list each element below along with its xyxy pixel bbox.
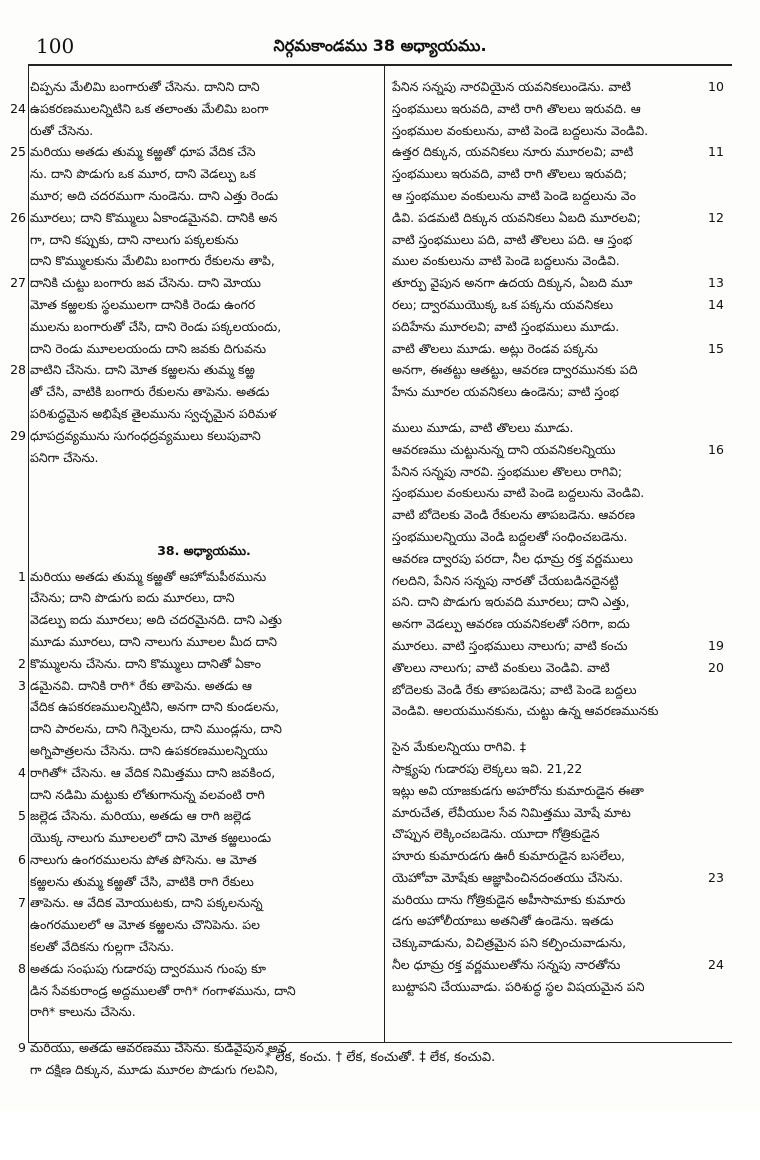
text-line: గలదిని, పేనిన సన్నపు నారతో చేయబడినదైనట్టి <box>392 572 619 588</box>
text-line: 28 వాటిని చేసెను. దాని మోత కఱ్ఱలను తుమ్మ కఱ్ఱ <box>10 362 255 378</box>
text-line: 9 మరియు, అతడు ఆవరణము చేసెను. కుడివైపున అన <box>18 1040 287 1056</box>
running-title: నిర్గమకాండము 38 అధ్యాయము. <box>273 36 487 55</box>
text-line: మూరలు. వాటి స్తంభములు నాలుగు; వాటి కంచు 19 <box>392 637 724 653</box>
text-line <box>30 512 378 534</box>
text-line <box>30 1081 378 1103</box>
text-line: ఆవరణ ద్వారపు పరదా, నీల ధూమ్ర రక్త వర్ణములు <box>392 550 633 566</box>
text-line: 4 రాగితో* చేసెను. ఆ వేదిక నిమిత్తము దాని జవకింద, <box>18 764 276 780</box>
text-line <box>30 1138 378 1160</box>
header-rule <box>28 64 732 66</box>
text-line: తూర్పు వైపున అనగా ఉదయ దిక్కున, ఏబది మూ 13 <box>392 275 724 291</box>
page-header <box>28 34 732 62</box>
text-line: గా, దాని కప్పుకు, దాని నాలుగు పక్కలకును <box>30 231 239 247</box>
text-line: దాని రెండు మూలలయందు దాని జవకు దిగువను <box>30 340 267 356</box>
text-line: చేసెను; దాని పొడుగు ఐదు మూరలు, దాని <box>30 590 235 606</box>
footnotes: * లేక, కంచు. † లేక, కంచుతో. ‡ లేక, కంచువి. <box>264 1050 496 1065</box>
text-line: మరియు దాను గోత్రికుడైన అహీసామాకు కుమారు <box>392 891 626 907</box>
text-line <box>30 490 378 512</box>
text-line: 7 తాపెను. ఆ వేదిక మోయుటకు, దాని పక్కలనున్న <box>18 895 263 911</box>
text-line: రాగి* కాలును చేసెను. <box>30 1004 136 1020</box>
page-number: 100 <box>36 34 75 58</box>
text-line: స్తంభముల వంకులును వాటి పెండె బద్దలును వెండివి. <box>392 485 645 501</box>
text-line: బుట్టాపని చేయువాడు. పరిశుద్ధ స్థల విషయమైన పని <box>392 978 645 994</box>
text-line: 25 మరియు అతడు తుమ్మ కఱ్ఱతో ధూప వేదిక చేసె <box>10 144 256 160</box>
text-line: 8 అతడు సంఘపు గుడారపు ద్వారమున గుంపు కూ <box>18 960 266 976</box>
text-line: తొలలు నాలుగు; వాటి వంకులు వెండివి. వాటి 20 <box>392 659 724 675</box>
text-line: ములను బంగారుతో చేసి, దాని రెండు పక్కలయందు, <box>30 318 282 334</box>
text-line: మారుచేత, లేవీయుల సేవ నిమిత్తము మోషే మాట <box>392 804 631 820</box>
text-line: యొక్క నాలుగు మూలలలో దాని మోత కఱ్ఱలుండు <box>30 830 272 846</box>
text-line: 2 కొమ్ములను చేసెను. దాని కొమ్ములు దానితో ఏకాం <box>18 655 261 671</box>
text-line: మూర; అది చదరముగా నుండెను. దాని ఎత్తు రెండు <box>30 187 279 203</box>
text-line: డివి. పడమటి దిక్కున యవనికలు ఏబది మూరలవి; 12 <box>392 209 724 225</box>
text-line: ఉత్తర దిక్కున, యవనికలు నూరు మూరలవి; వాటి 11 <box>392 144 724 160</box>
text-line: కఱ్ఱలను తుమ్మ కఱ్ఱతో చేసి, వాటికి రాగి రేకులు <box>30 873 254 889</box>
text-line: రుతో చేసెను. <box>30 122 94 138</box>
text-line: అగ్నిపాత్రలను చేసెను. దాని ఉపకరణములన్నియు <box>30 742 268 758</box>
text-line: ఇట్లు అవి యాజకుడగు అహరోను కుమారుడైన ఈతా <box>392 782 644 798</box>
text-line: హేను మూరల యవనికలు ఉండెను; వాటి స్తంభ <box>392 384 619 400</box>
text-line: వెడల్పు ఐదు మూరలు; అది చదరమైనది. దాని ఎత్తు <box>30 612 283 628</box>
text-line: 5 జల్లెడ చేసెను. మరియు, అతడు ఆ రాగి జల్లెడ <box>18 808 251 824</box>
text-line: పరిశుద్ధమైన అభిషేక తైలమును స్వచ్ఛమైన పరిమళ <box>30 405 277 421</box>
text-line: తో చేసి, వాటికి బంగారు రేకులను తాపెను. అతడు <box>30 384 270 400</box>
text-line: చొప్పున లెక్కించబడెను. యూదా గోత్రికుడైన <box>392 826 600 842</box>
text-line: 29 ధూపద్రవ్యమును సుగంధద్రవ్యములు కలుపువాని <box>10 427 261 443</box>
outer-left-border <box>28 66 29 1042</box>
text-line: మోత కఱ్ఱలకు స్థలములగా దానికి రెండు ఉంగర <box>30 296 256 312</box>
text-line: దాని నడిమి మట్టుకు లోతుగానున్న వలవంటి రాగి <box>30 786 265 802</box>
text-line: అనగా, ఈతట్టు ఆతట్టు, ఆవరణ ద్వారమునకు పది <box>392 362 638 378</box>
text-line: 6 నాలుగు ఉంగరములను పోత పోసెను. ఆ మోత <box>18 851 257 867</box>
text-line: పేనిన సన్నపు నారవియైన యవనికలుండెను. వాటి 10 <box>392 79 724 94</box>
text-line: యెహోవా మోషేకు ఆజ్ఞాపించినదంతయు చేసెను. 23 <box>392 869 724 885</box>
right-column <box>392 76 724 998</box>
text-line: పదిహేను మూరలవి; వాటి స్తంభములు మూడు. <box>392 318 620 334</box>
text-line: స్తంభములు ఇరువది, వాటి రాగి తొలలు ఇరువది; <box>392 166 627 182</box>
text-line: పనిగా చేసెను. <box>30 449 99 465</box>
text-line <box>30 468 378 490</box>
text-line: చిప్పను మేలిమి బంగారుతో చేసెను. దానిని దాని <box>30 79 260 94</box>
text-line: పేనిన సన్నపు నారవి. స్తంభముల తొలలు రాగివి; <box>392 463 623 479</box>
left-column <box>10 76 378 1160</box>
text-line: ముల వంకులును వాటి పెండె బద్దలును వెండివి. <box>392 253 620 269</box>
text-line: సాక్ష్యపు గుడారపు లెక్కలు ఇవి. 21,22 <box>392 760 583 776</box>
text-line: డగు అహోలీయాబు అతనితో ఉండెను. ఇతడు <box>392 913 614 929</box>
text-line: ఆవరణము చుట్టునున్న దాని యవనికలన్నియు 16 <box>392 441 724 457</box>
text-line: 26 మూరలు; దాని కొమ్ములు ఏకాండమైనవి. దానికి అన <box>10 209 278 225</box>
text-line: హూరు కుమారుడగు ఊరీ కుమారుడైన బసలేలు, <box>392 848 626 864</box>
text-line: వెండివి. ఆలయమునకును, చుట్టు ఉన్న ఆవరణమునకు <box>392 703 659 719</box>
text-line: సైన మేకులన్నియు రాగివి. ‡ <box>392 739 526 755</box>
text-line: కలతో వేదికను గుల్లగా చేసెను. <box>30 939 175 955</box>
chapter-heading: 38. అధ్యాయము. <box>157 542 251 558</box>
text-line: దాని పారలను, దాని గిన్నెలను, దాని ముండ్లను, దాని <box>30 721 282 737</box>
text-line: స్తంభములన్నియు వెండి బద్దలతో సంధించబడెను. <box>392 528 628 544</box>
text-line: స్తంభముల వంకులును, వాటి పెండె బద్దలును వెండివి. <box>392 122 649 138</box>
text-line: ను. దాని పొడుగు ఒక మూర, దాని వెడల్పు ఒక <box>30 166 256 182</box>
text-line: 27 దానికి చుట్టు బంగారు జవ చేసెను. దాని మోయు <box>10 275 261 291</box>
text-line: మూడు మూరలు, దాని నాలుగు మూలల మీద దాని <box>30 633 278 649</box>
text-line: వాటి స్తంభములు పది, వాటి తొలలు పది. ఆ స్తంభ <box>392 231 633 247</box>
text-line: వాటి బోదెలకు వెండి రేకులను తాపబడెను. ఆవరణ <box>392 507 636 523</box>
text-line: దాని కొమ్ములకును మేలిమి బంగారు రేకులను తాపి, <box>30 253 275 269</box>
text-line: పని. దాని పొడుగు ఇరువది మూరలు; దాని ఎత్తు, <box>392 594 630 610</box>
text-line: నీల ధూమ్ర రక్త వర్ణములతోను సన్నపు నారతోను 24 <box>392 957 724 973</box>
text-line: 3 డమైనవి. దానికి రాగి* రేకు తాపెను. అతడు ఆ <box>18 677 252 693</box>
text-line: ములు మూడు, వాటి తొలలు మూడు. <box>392 419 574 435</box>
text-line: ఉంగరములలో ఆ మోత కఱ్ఱలను చొనిపెను. పల <box>30 917 261 933</box>
text-line: బోదెలకు వెండి రేకు తాపబడెను; వాటి పెండె బద్దలు <box>392 681 637 697</box>
text-line: ఆ స్తంభముల వంకులును వాటి పెండె బద్దలును వెం <box>392 187 637 203</box>
text-line <box>30 1117 378 1139</box>
text-line: డిన సేవకురాండ్ర అద్దములతో రాగి* గంగాళమును, దాని <box>30 982 296 998</box>
text-line: వేదిక ఉపకరణములన్నిటిని, అనగా దాని కుండలను, <box>30 699 280 715</box>
text-line: స్తంభములు ఇరువది, వాటి రాగి తొలలు ఇరువది. ఆ <box>392 100 641 116</box>
text-line: వాటి తొలలు మూడు. అట్లు రెండవ పక్కను 15 <box>392 340 724 356</box>
text-line: 24 ఉపకరణములన్నిటిని ఒక తలాంతు మేలిమి బంగా <box>10 100 269 116</box>
text-line: 1 మరియు అతడు తుమ్మ కఱ్ఱతో ఆహోమపీఠమును <box>18 568 267 584</box>
text-line: చెక్కువాడును, విచిత్రమైన పని కల్పించువాడును, <box>392 935 627 951</box>
text-line: గా దక్షిణ దిక్కున, మూడు మూరల పొడుగు గలవిని, <box>30 1062 279 1078</box>
column-divider <box>384 66 385 1042</box>
text-line: రలు; ద్వారముయొక్క ఒక పక్కను యవనికలు 14 <box>392 296 724 312</box>
text-line: అనగా వెడల్పు ఆవరణ యవనికలతో సరిగా, ఐదు <box>392 616 630 632</box>
